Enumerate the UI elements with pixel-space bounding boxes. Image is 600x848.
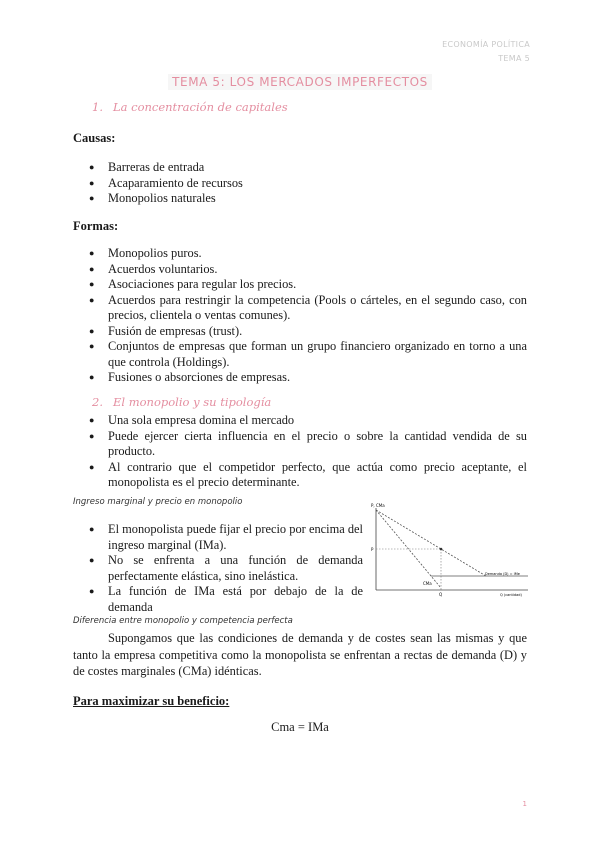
quantity-label: Q [439, 592, 443, 597]
maximize-label: Para maximizar su beneficio: [73, 694, 230, 708]
list-item: ● Fusión de empresas (trust). [73, 324, 527, 340]
y-axis-label: P, CMa [371, 503, 385, 508]
list-item: ● Puede ejercer cierta influencia en el precio o sobre la cantidad vendida de su producto. [73, 429, 527, 460]
list-item: ● Monopolios naturales [73, 191, 527, 207]
causas-list [73, 160, 527, 207]
subsection-ingreso-marginal: Ingreso marginal y precio en monopolio [73, 497, 243, 507]
profit-formula: Cma = IMa [271, 720, 329, 734]
section-2-heading: 2. El monopolio y su tipología [92, 395, 272, 409]
causas-label: Causas: [73, 131, 116, 145]
page-number: 1 [522, 800, 527, 808]
section-1-heading: 1. La concentración de capitales [92, 100, 288, 114]
demand-graph [366, 500, 532, 604]
list-item: ● Monopolios puros. [73, 246, 527, 262]
list-item: ● Acuerdos voluntarios. [73, 262, 527, 278]
list-item: ● Fusiones o absorciones de empresas. [73, 370, 527, 386]
list-item: ● Acaparamiento de recursos [73, 176, 527, 192]
list-item: ● Al contrario que el competidor perfecto, que actúa como precio aceptante, el monopolista es el precio determinante. [73, 460, 527, 491]
list-item: ● No se enfrenta a una función de demanda perfectamente elástica, sino inelástica. [73, 553, 363, 584]
header-topic: TEMA 5 [498, 54, 530, 63]
page-header [442, 38, 530, 66]
page-title: TEMA 5: LOS MERCADOS IMPERFECTOS [0, 73, 600, 91]
list-item: ● Conjuntos de empresas que forman un grupo financiero organizado en torno a una que controla (Holdings). [73, 339, 527, 370]
list-item: ● Barreras de entrada [73, 160, 527, 176]
demand-label: Demanda (D) = IMe [485, 572, 520, 576]
subsection-diferencia: Diferencia entre monopolio y competencia perfecta [73, 616, 293, 626]
equilibrium-point [440, 548, 443, 551]
list-item: ● La función de IMa está por debajo de la de demanda [73, 584, 363, 615]
ingreso-list [73, 522, 363, 615]
x-axis-label: Q (cantidad) [500, 593, 522, 597]
demand-curve [376, 510, 486, 576]
header-course: ECONOMÍA POLÍTICA [442, 40, 530, 49]
cma-label: CMa [423, 581, 432, 586]
price-label: P [371, 547, 374, 552]
list-item: ● El monopolista puede fijar el precio por encima del ingreso marginal (IMa). [73, 522, 363, 553]
list-item: ● Asociaciones para regular los precios. [73, 277, 527, 293]
monopolio-list [73, 413, 527, 491]
list-item: ● Una sola empresa domina el mercado [73, 413, 527, 429]
formas-list [73, 246, 527, 386]
comparison-paragraph: Supongamos que las condiciones de demanda y de costes sean las mismas y que tanto la empresa competitiva como la monopolista se enfrentan a rectas de demanda (D) y de costes marginales (CMa) idénticas. [73, 631, 527, 678]
formas-label: Formas: [73, 219, 119, 233]
list-item: ● Acuerdos para restringir la competencia (Pools o cárteles, en el segundo caso, con precios, clientela o ventas comunes). [73, 293, 527, 324]
